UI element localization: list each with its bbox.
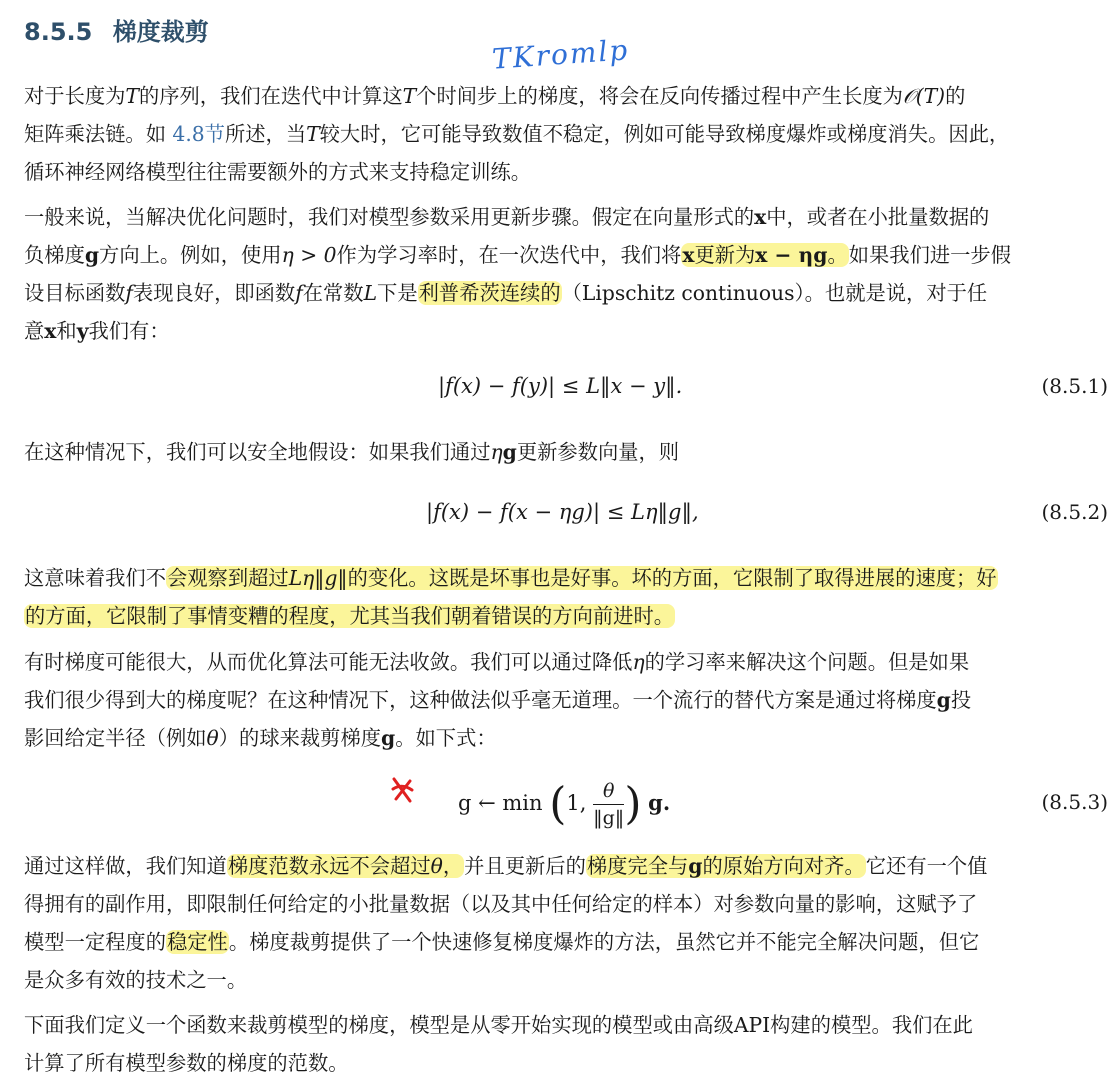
p4-line-2	[24, 597, 1110, 635]
p6-line-4: 是众多有效的技术之一。	[24, 968, 248, 992]
equation-formula: |f(x) − f(x − ηg)| ≤ Lη‖g‖,	[426, 500, 699, 524]
fraction: $\frac{\theta}{‖g‖}$	[593, 780, 625, 829]
equation-number: (8.5.1)	[1041, 374, 1108, 398]
equation-number: (8.5.3)	[1041, 790, 1108, 814]
p1-line-3: 循环神经网络模型往往需要额外的方式来支持稳定训练。	[24, 160, 532, 184]
p2-line-3: 设目标函数f表现良好，即函数f在常数L下是利普希茨连续的（Lipschitz continuous）。也就是说，对于任	[24, 281, 988, 305]
p1-line-2: 矩阵乘法链。如 4.8节所述，当T较大时，它可能导致数值不稳定，例如可能导致梯度爆炸或梯度消失。因此，	[24, 122, 1010, 146]
highlight-update-rule: x更新为x − ηg。	[682, 243, 848, 267]
section-link[interactable]: 4.8节	[172, 122, 225, 146]
p6-line-1: 通过这样做，我们知道梯度范数永远不会超过θ，并且更新后的梯度完全与g的原始方向对齐。它还有一个值	[24, 854, 988, 878]
p2-line-1: 一般来说，当解决优化问题时，我们对模型参数采用更新步骤。假定在向量形式的x中，或者在小批量数据的	[24, 205, 990, 229]
p6-line-2: 得拥有的副作用，即限制任何给定的小批量数据（以及其中任何给定的样本）对参数向量的影响，这赋予了	[24, 892, 978, 916]
equation-8-5-3	[0, 772, 1116, 828]
equation-8-5-2	[0, 500, 1116, 540]
paragraph-3	[24, 433, 1110, 471]
equation-formula: g ← min (1, $\frac{\theta}{‖g‖}$ ) g.	[458, 778, 671, 830]
paragraph-4	[24, 559, 1110, 635]
p5-line-2: 我们很少得到大的梯度呢？在这种情况下，这种做法似乎毫无道理。一个流行的替代方案是通过将梯度g投	[24, 688, 972, 712]
p4-line-1: 这意味着我们不会观察到超过Lη‖g‖的变化。这既是坏事也是好事。坏的方面，它限制了取得进展的速度；好	[24, 566, 997, 590]
section-number: 8.5.5	[24, 18, 93, 46]
p7-line-2: 计算了所有模型参数的梯度的范数。	[24, 1051, 349, 1075]
highlight-direction: 梯度完全与g的原始方向对齐。	[586, 854, 865, 878]
p2-line-4: 意x和y我们有：	[24, 319, 170, 343]
highlight-change-bound: 会观察到超过Lη‖g‖的变化。这既是坏事也是好事。坏的方面，它限制了取得进展的速度；好	[166, 566, 997, 590]
highlight-lipschitz: 利普希茨连续的	[418, 281, 561, 305]
p1-line-1: 对于长度为T的序列，我们在迭代中计算这T个时间步上的梯度，将会在反向传播过程中产生长度为𝒪(T)的	[24, 84, 966, 108]
paragraph-1	[24, 77, 1110, 191]
highlight-good-side: 的方面，它限制了事情变糟的程度，尤其当我们朝着错误的方向前进时。	[25, 604, 675, 628]
highlight-stability: 稳定性	[166, 930, 228, 954]
p5-line-3: 影回给定半径（例如θ）的球来裁剪梯度g。如下式：	[24, 726, 497, 750]
paragraph-5	[24, 643, 1110, 757]
paragraph-6	[24, 847, 1110, 999]
p5-line-1: 有时梯度可能很大，从而优化算法可能无法收敛。我们可以通过降低η的学习率来解决这个问题。但是如果	[24, 650, 970, 674]
p2-line-2: 负梯度g方向上。例如，使用η > 0作为学习率时，在一次迭代中，我们将x更新为x − ηg。如果我们进一步假	[24, 243, 1011, 267]
equation-formula: |f(x) − f(y)| ≤ L‖x − y‖.	[438, 374, 683, 398]
paragraph-7	[24, 1006, 1110, 1082]
handwritten-note: TKromlp	[491, 33, 631, 76]
equation-number: (8.5.2)	[1041, 500, 1108, 524]
section-title: 梯度裁剪	[112, 18, 209, 46]
p3-line-1: 在这种情况下，我们可以安全地假设：如果我们通过ηg更新参数向量，则	[24, 440, 680, 464]
p7-line-1: 下面我们定义一个函数来裁剪模型的梯度，模型是从零开始实现的模型或由高级API构建的模型。我们在此	[24, 1013, 973, 1037]
equation-8-5-1	[0, 374, 1116, 414]
p6-line-3: 模型一定程度的稳定性。梯度裁剪提供了一个快速修复梯度爆炸的方法，虽然它并不能完全解决问题，但它	[24, 930, 980, 954]
section-heading	[24, 12, 209, 47]
highlight-norm-bound: 梯度范数永远不会超过θ，	[227, 854, 464, 878]
paragraph-2	[24, 198, 1110, 350]
